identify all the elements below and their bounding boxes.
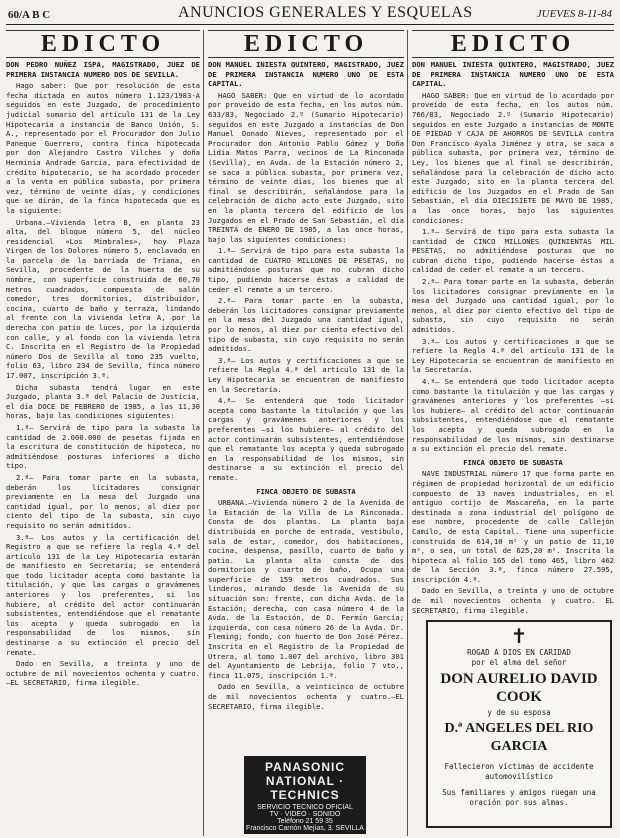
esquela-deceased-name: DON AURELIO DAVID COOK: [440, 671, 598, 705]
edicto-title: EDICTO: [412, 30, 614, 58]
ad-service: SERVICIO TECNICO OFICIAL: [257, 804, 353, 811]
edicto-paragraph: 4.ª— Se entenderá que todo licitador acepta como bastante la titulación y que las cargas y gravámenes anteriores y los preferentes —si los hubiere— al crédito del actor continuarán subsistentes, entendiéndose que el rematante los acepta y queda subrogado en la responsabilidad de los mismos, sin destinarse a su extinción el precio del remate.: [412, 377, 614, 454]
edicto-paragraph: Hago saber: Que por resolución de esta fecha dictada en autos número 1.123/1983-A seguidos en este Juzgado, de procedimiento judicial sumario del artículo 131 de la Ley Hipotecaria a instancia de Banco Unión, S. A., representado por el Procurador don Julio Paneque Guerrero, contra finca hipotecada por don Alejandro Castro Vilches y doña Herminia Andrade García, para efectividad de crédito hipotecario, se ha acordado proceder a la venta en pública subasta, por primera vez, término de veinte días, y condiciones que se dirán, de la finca hipotecada que es la siguiente:: [6, 81, 200, 215]
ad-brand: PANASONIC: [264, 760, 346, 774]
section-title: ANUNCIOS GENERALES Y ESQUELAS: [178, 4, 473, 21]
edicto-judge: DON MANUEL INIESTA QUINTERO, MAGISTRADO, JUEZ DE PRIMERA INSTANCIA NUMERO UNO DE ESTA CAPITAL.: [208, 60, 404, 89]
edicto-judge: DON PEDRO NUÑEZ ISPA, MAGISTRADO, JUEZ DE PRIMERA INSTANCIA NUMERO DOS DE SEVILLA.: [6, 60, 200, 79]
ad-address: Francisco Carrión Mejías, 3. SEVILLA: [246, 825, 364, 832]
ad-brand-secondary: NATIONAL · TECHNICS: [265, 774, 345, 802]
edicto-paragraph: URBANA.—Vivienda número 2 de la Avenida de la Estación de la Villa de La Rinconada. Consta de dos plantas. La planta baja distribuida en porche de entrada, vestíbulo, sala de estar, comedor, dos habitaciones, cocina, despensa, pasillo, cuarto de baño y patio. La planta alta consta de dos dormitorios y cuarto de baño. Ocupa una superficie de 159 metros cuadrados. Sus linderos, mirando desde la Avenida de su situación son: frente, con dicha Avda. de la Estación; derecha, con casa número 4 de la Avda. de la Estación, de D. Fermín García; izquierda, con casa número 26 de la Avda. Dr. Fleming; fondo, con huerto de Don José Pérez. Inscrita en el Registro de la Propiedad de Utrera, al tomo 1.007 del archivo, libro 301 del Ayuntamiento de Lebrija, folio 7 vto., finca 11.075, inscripción 1.ª.: [208, 498, 404, 680]
esquela-connector: y de su esposa: [487, 708, 551, 717]
edicto-paragraph: Dicha subasta tendrá lugar en este Juzgado, planta 3.ª del Palacio de Justicia, el día DOCE DE FEBRERO de 1985, a las 11,30 horas, bajo las condiciones siguientes:: [6, 382, 200, 421]
page-header: [6, 4, 614, 25]
esquela-notice: [426, 620, 612, 828]
edicto-paragraph: Dado en Sevilla, a veinticinco de octubre de mil novecientos ochenta y cuatro.—EL SECRETARIO, firma ilegible.: [208, 682, 404, 711]
esquela-cause: Fallecieron víctimas de accidente automovilístico: [444, 762, 594, 781]
finca-subhead: FINCA OBJETO DE SUBASTA: [463, 457, 563, 467]
column-divider: [203, 30, 204, 836]
esquela-request: Sus familiares y amigos ruegan una oración por sus almas.: [442, 788, 596, 807]
esquela-intro: por el alma del señor: [471, 658, 567, 667]
edicto-paragraph: 2.ª— Para tomar parte en la subasta, deberán los licitadores consignar previamente en la mesa del Juzgado una cantidad igual, por lo menos, al diez por ciento efectivo del tipo de subasta, sin cuyo requisito no serán admitidos.: [412, 277, 614, 335]
issue-date: JUEVES 8-11-84: [536, 8, 612, 20]
edicto-paragraph: 1.ª— Servirá de tipo para esta subasta la cantidad de CUATRO MILLONES DE PESETAS, no admitiéndose posturas que no cubran dicho tipo, pudiendo hacerse éstas a calidad de ceder el remate a un tercero.: [208, 246, 404, 294]
ad-phone: Teléfono 21 59 35: [277, 818, 333, 825]
column-divider: [407, 30, 408, 836]
edicto-judge: DON MANUEL INIESTA QUINTERO, MAGISTRADO, JUEZ DE PRIMERA INSTANCIA NUMERO UNO DE ESTA CAPITAL.: [412, 60, 614, 89]
finca-subhead: FINCA OBJETO DE SUBASTA: [256, 486, 356, 496]
edicto-paragraph: HAGO SABER: Que en virtud de lo acordado por proveído de esta fecha, en los autos núm. 633/83, Negociado 2.º (Sumario Hipotecario) seguidos en este Juzgado a instancias de Don Manuel Donado Nieves, representado por el Procurador don Antonio Pablo Gómez y Doña Lidia Matos Parra, vecinos de La Rinconada (Sevilla), en Avda. de la Estación número 2, se saca a pública subasta, por primera vez, término de veinte días, los bienes que al final se describirán, señalándose para la celebración de dicho acto este Juzgado, sito en la planta tercera del edificio de los Juzgados en el Prado de San Sebastián, el día TREINTA de ENERO DE 1985, a las once horas, bajo las siguientes condiciones:: [208, 90, 404, 244]
page-number: 60/A B C: [8, 9, 51, 21]
edicto-paragraph: Dado en Sevilla, a treinta y uno de octubre de mil novecientos ochenta y cuatro. EL SECRETARIO, firma ilegible.: [412, 586, 614, 615]
panasonic-advertisement: [244, 756, 366, 834]
edicto-paragraph: 2.ª— Para tomar parte en la subasta, deberán los licitadores consignar previamente en la mesa del Juzgado una cantidad igual, por lo menos, al diez por ciento efectivo del tipo de subasta, sin cuyo requisito no serán admitidos.: [208, 296, 404, 354]
edicto-paragraph: NAVE INDUSTRIAL número 17 que forma parte en régimen de propiedad horizontal de un edificio compuesto de 33 naves industriales, en el antiguo cortijo de Mascareña, en la parte destinada a zona industrial del polígono de ese nombre, procedente de calle Callejón Camilo, de esta Capital. Tiene una superficie construida de 614,10 m² y un patio de 11,10 m², o sea, un total de 625,20 m². Inscrita la hipoteca al folio 165 del tomo 465, libro 462 de la Sección 3.ª, finca número 27.595, inscripción 4.ª.: [412, 469, 614, 584]
edicto-paragraph: Urbana.—Vivienda letra B, en planta 23 alta, del bloque número 5, del núcleo residencial «Los Mimbrales», hoy Plaza Virgen de los Dolores número 5, enclavado en la parcela de la barriada de Triana, en Sevilla, procedente de la huerta de su nombre, con superficie construida de 60,70 metros cuadrados, compuesta de salón comedor, tres dormitorios, distribuidor, cocina, cuarto de baño y terraza, lindando al frente con la vivienda letra A, por la derecha con patio de luces, por la izquierda con calle, y al fondo con la vivienda letra C. Inscrita en el Registro de la Propiedad número Dos de Sevilla al tomo 235 vuelto, folio 63, libro 234 de Sevilla, finca número 17.007, inscripción 3.ª.: [6, 217, 200, 380]
edicto-paragraph: 1.ª— Servirá de tipo para la subasta la cantidad de 2.000.000 de pesetas fijada en la escritura de constitución de hipoteca, no admitiéndose posturas inferiores a dicho tipo.: [6, 422, 200, 471]
edicto-column-1: [6, 30, 200, 836]
edicto-column-2: [208, 30, 404, 836]
esquela-deceased-name: D.ª ANGELES DEL RIO GARCIA: [444, 721, 594, 754]
edicto-paragraph: 2.ª— Para tomar parte en la subasta, deberán los licitadores consignar previamente en la mesa del Juzgado una cantidad igual, por lo menos, al diez por ciento del tipo de la subasta, sin cuyo requisito no serán admitidos.: [6, 472, 200, 530]
edicto-paragraph: 4.ª— Se entenderá que todo licitador acepta como bastante la titulación y que las cargas y gravámenes anteriores y los preferentes —si los hubiere— al crédito del actor continuarán subsistentes, entendiéndose que el rematante los acepta y queda subrogado en la responsabilidad de los mismos, sin destinarse a su extinción el precio del remate.: [208, 396, 404, 482]
edicto-paragraph: 1.ª— Servirá de tipo para esta subasta la cantidad de CINCO MILLONES QUINIENTAS MIL PESETAS, no admitiéndose posturas que no cubran dicho tipo, pudiendo hacerse éstas a calidad de ceder el remate a un tercero.: [412, 227, 614, 275]
edicto-paragraph: 3.ª— Los autos y certificaciones a que se refiere la Regla 4.ª del artículo 131 de la Ley Hipotecaria se encuentran de manifiesto en la Secretaría.: [208, 355, 404, 394]
cross-icon: ✝: [510, 626, 528, 648]
edicto-title: EDICTO: [6, 30, 200, 58]
edicto-paragraph: HAGO SABER: Que en virtud de lo acordado por proveído de esta fecha, en los autos núm. 766/83, Negociado 2.º (Sumario Hipotecario) seguidos en este Juzgado a instancias de MONTE DE PIEDAD Y CAJA DE AHORROS DE SEVILLA contra Don Francisco Ayala Jiménez y otra, se saca a pública subasta, por primera vez, término de Ley, los bienes que al final se describirán, señalándose para la celebración de dicho acto este Juzgado, sito en la planta tercera del edificio de los Juzgados en el Prado de San Sebastián, el día DIECISIETE DE MAYO DE 1985, a las once horas, bajo las siguientes condiciones:: [412, 90, 614, 225]
edicto-paragraph: Dado en Sevilla, a treinta y uno de octubre de mil novecientos ochenta y cuatro.—EL SECRETARIO, firma ilegible.: [6, 659, 200, 688]
esquela-prayer: ROGAD A DIOS EN CARIDAD: [467, 648, 571, 657]
edicto-title: EDICTO: [208, 30, 404, 58]
ad-products: TV · VIDEO · SONIDO: [269, 811, 341, 818]
edicto-paragraph: 3.ª— Los autos y la certificación del Registro a que se refiere la regla 4.ª del artículo 131 de la Ley Hipotecaria estarán de manifiesto en Secretaría; se entenderá que todo licitador acepta como bastante la titulación, y que las cargas o gravámenes anteriores y los preferentes, si los hubiere, al crédito del actor continuarán subsistentes, entendiéndose que el rematante los acepta y queda subrogado en la responsabilidad de los mismos, sin destinarse a su extinción el precio del remate.: [6, 532, 200, 657]
edicto-paragraph: 3.ª— Los autos y certificaciones a que se refiere la Regla 4.ª del artículo 131 de la Ley Hipotecaria se encuentran de manifiesto en la Secretaría.: [412, 336, 614, 375]
